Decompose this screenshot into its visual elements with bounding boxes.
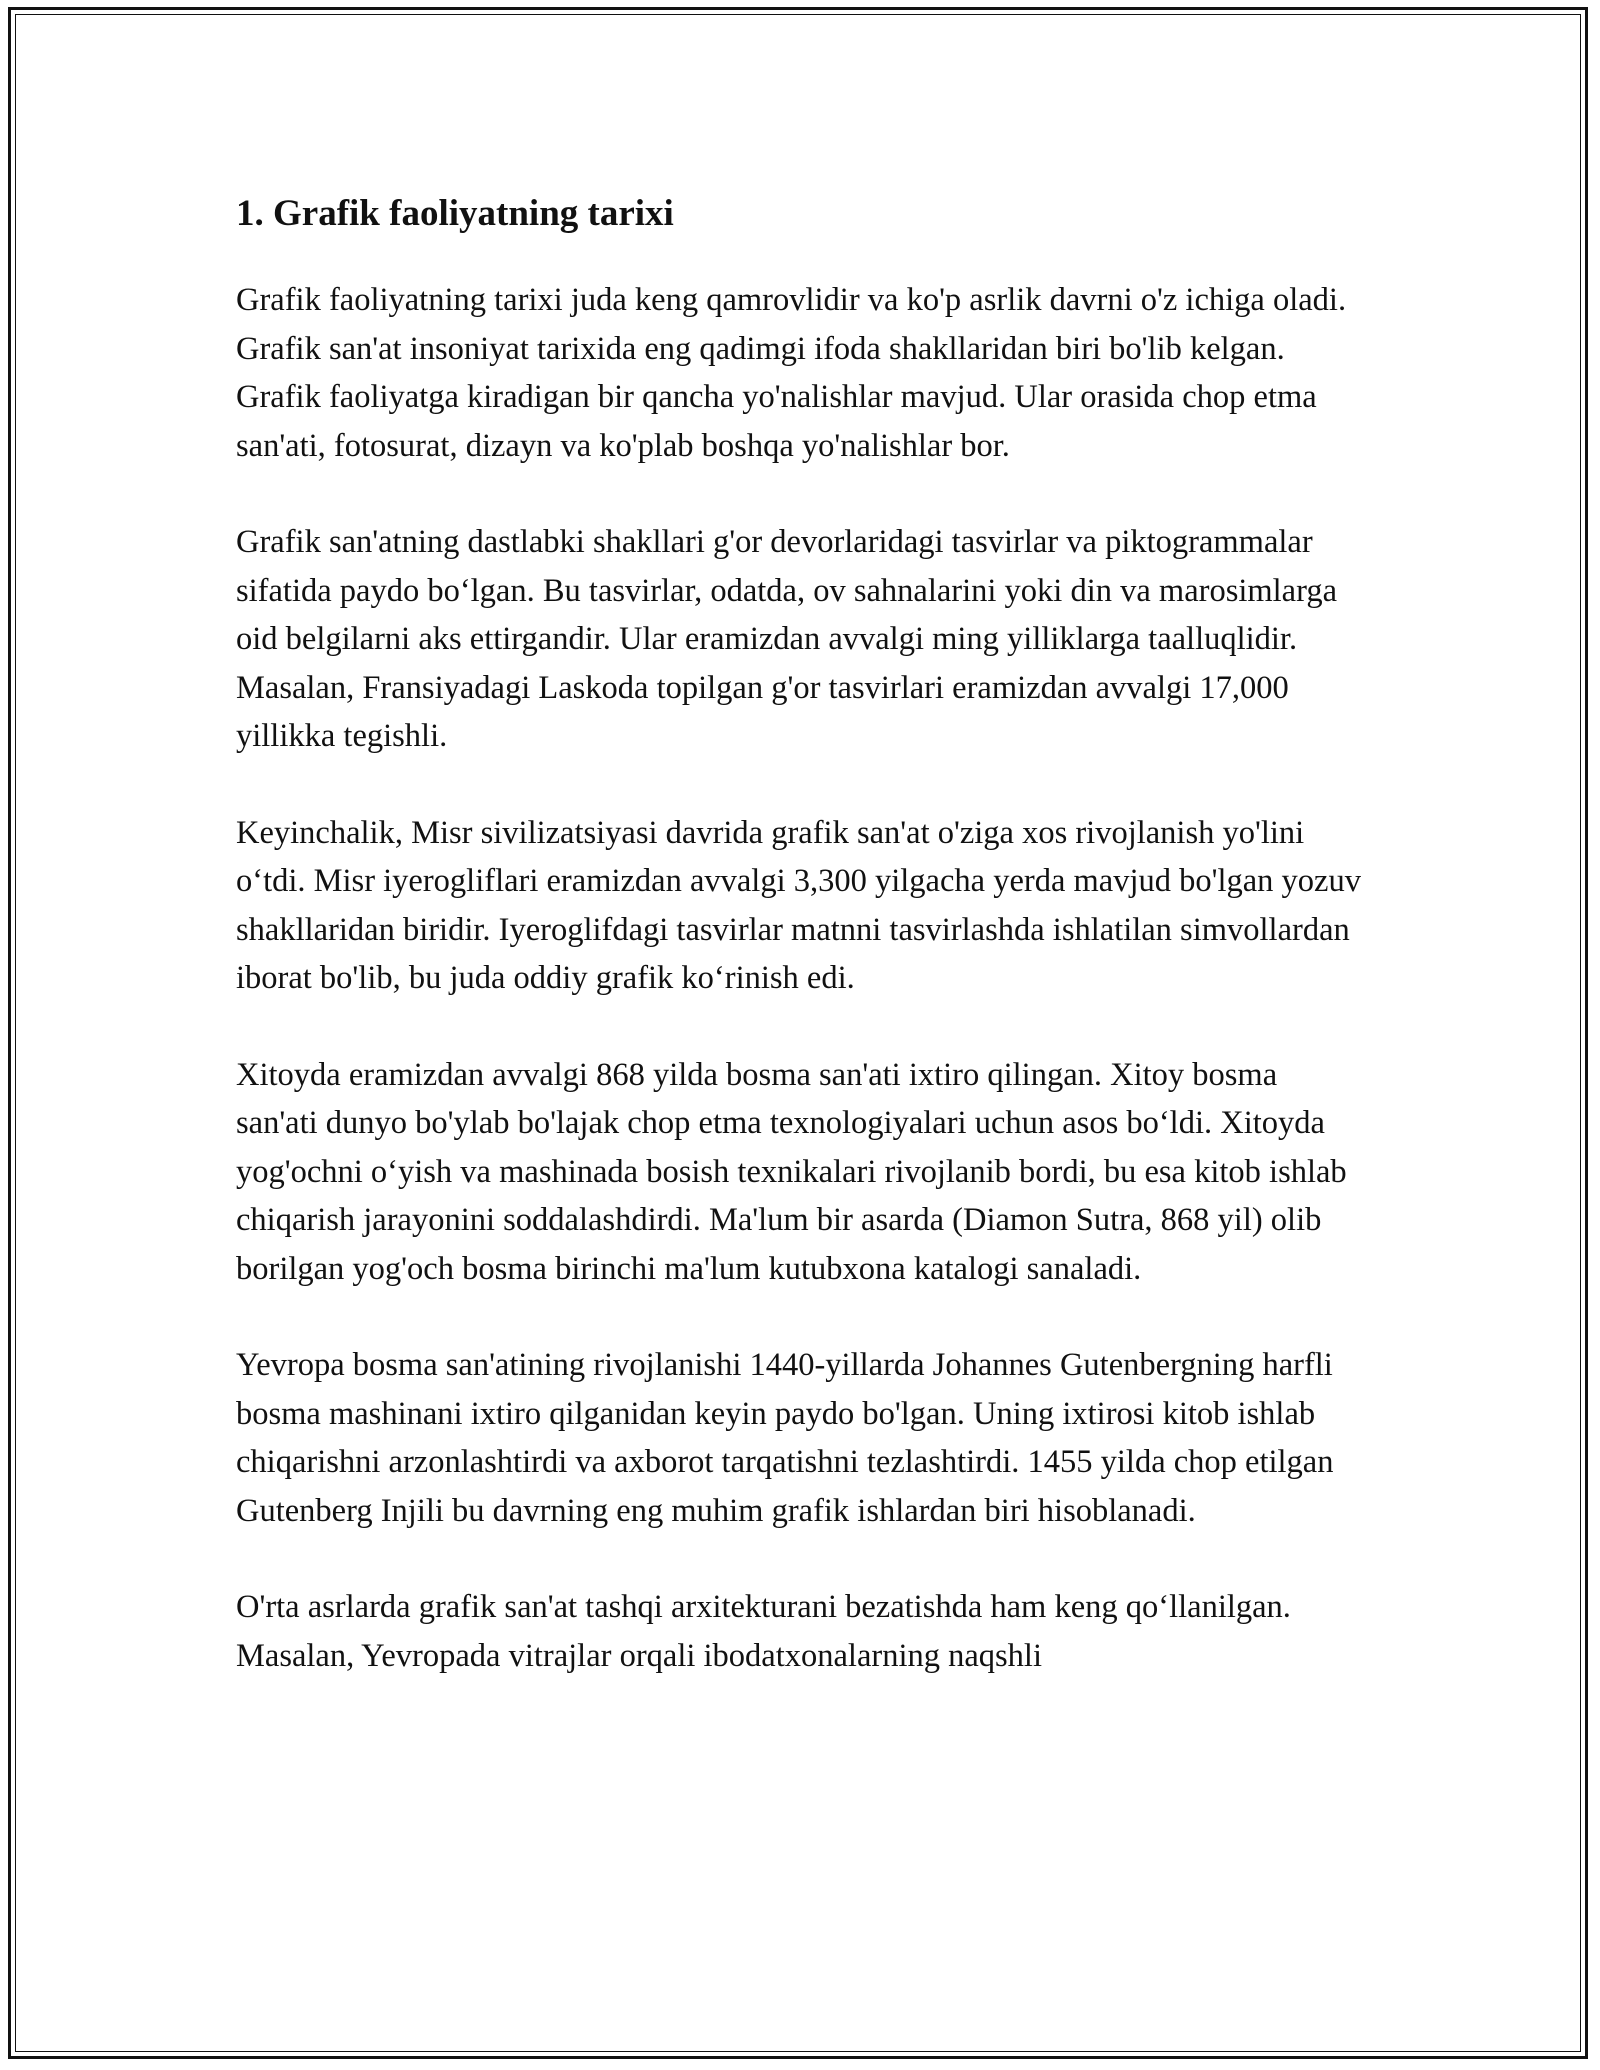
paragraph-6: O'rta asrlarda grafik san'at tashqi arxitekturani bezatishda ham keng qo‘llanilgan. Masalan, Yevropada vitrajlar orqali ibodatxonalarning naqshli — [236, 1589, 1291, 1674]
paragraph-5: Yevropa bosma san'atining rivojlanishi 1440-yillarda Johannes Gutenbergning harfli bosma mashinani ixtiro qilganidan keyin paydo bo'lgan. Uning ixtirosi kitob ishlab chiqarishni arzonlashtirdi va axborot tarqatishni tezlashtirdi. 1455 yilda chop etilgan Gutenberg Injili bu davrning eng muhim grafik ishlardan biri hisoblanadi. — [236, 1347, 1334, 1529]
paragraph-3: Keyinchalik, Misr sivilizatsiyasi davrida grafik san'at o'ziga xos rivojlanish yo'lini o‘tdi. Misr iyerogliflari eramizdan avvalgi 3,300 yilgacha yerda mavjud bo'lgan yozuv shakllaridan biridir. Iyeroglifdagi tasvirlar matnni tasvirlashda ishlatilan simvollardan iborat bo'lib, bu juda oddiy grafik ko‘rinish edi. — [236, 814, 1361, 996]
document-body — [236, 186, 1366, 1728]
paragraph-4: Xitoyda eramizdan avvalgi 868 yilda bosma san'ati ixtiro qilingan. Xitoy bosma san'ati dunyo bo'ylab bo'lajak chop etma texnologiyalari uchun asos bo‘ldi. Xitoyda yog'ochni o‘yish va mashinada bosish texnikalari rivojlanib bordi, bu esa kitob ishlab chiqarish jarayonini soddalashdirdi. Ma'lum bir asarda (Diamon Sutra, 868 yil) olib borilgan yog'och bosma birinchi ma'lum kutubxona katalogi sanaladi. — [236, 1056, 1347, 1287]
section-heading: 1. Grafik faoliyatning tarixi — [236, 193, 674, 234]
paragraph-2: Grafik san'atning dastlabki shakllari g'or devorlaridagi tasvirlar va piktogrammalar sifatida paydo bo‘lgan. Bu tasvirlar, odatda, ov sahnalarini yoki din va marosimlarga oid belgilarni aks ettirgandir. Ular eramizdan avvalgi ming yilliklarga taalluqlidir. Masalan, Fransiyadagi Laskoda topilgan g'or tasvirlari eramizdan avvalgi 17,000 yillikka tegishli. — [236, 524, 1338, 754]
paragraph-1: Grafik faoliyatning tarixi juda keng qamrovlidir va ko'p asrlik davrni o'z ichiga oladi. Grafik san'at insoniyat tarixida eng qadimgi ifoda shakllaridan biri bo'lib kelgan. Grafik faoliyatga kiradigan bir qancha yo'nalishlar mavjud. Ular orasida chop etma san'ati, fotosurat, dizayn va ko'plab boshqa yo'nalishlar bor. — [236, 282, 1347, 464]
